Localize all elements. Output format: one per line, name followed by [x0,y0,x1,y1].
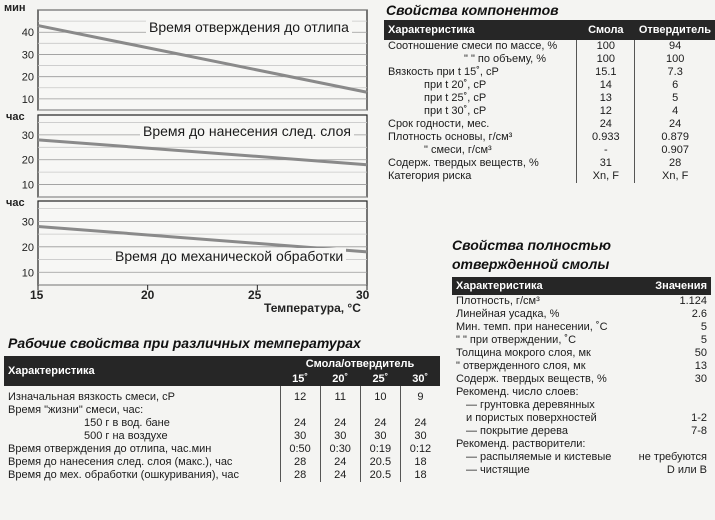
chart1-y-unit: мин [4,2,26,14]
components-row-resin: 0.933 [577,131,635,144]
cured-header-values: Значения [629,277,712,295]
working-row-value: 18 [400,469,440,482]
working-row-value [360,404,400,417]
components-header-resin: Смола [577,20,635,40]
x-axis-label: Температура, °C [264,301,361,315]
working-row-label: 500 г на воздухе [84,430,168,442]
working-header-temp-20: 20˚ [320,371,360,386]
cured-row-label: Толщина мокрого слоя, мк [456,347,591,359]
working-row-value: 12 [280,386,320,404]
cured-row-label: " " при отверждении, ˚С [456,334,577,346]
components-row-hardener: 5 [635,92,715,105]
cured-row [452,373,711,386]
chart3-y-unit: час [6,197,25,209]
cured-title [452,236,611,274]
components-row [384,105,715,118]
cured-row [452,347,711,360]
cured-row-value: 1.124 [679,295,707,307]
components-row-hardener: 4 [635,105,715,118]
chart1-y-tick: 40 [21,27,34,40]
cured-row-label: — чистящие [466,464,530,476]
components-row [384,170,715,183]
cured-row [452,399,711,412]
cured-row-value [629,386,712,399]
cured-row-label: — распыляемые и кистевые [466,451,612,463]
cured-row [452,438,711,451]
working-row-value: 30 [360,430,400,443]
chart1-y-tick: 10 [21,93,34,106]
components-row-label: Вязкость при t 15˚, cP [388,66,499,78]
working-row-value: 30 [400,430,440,443]
working-row-value: 0:50 [280,443,320,456]
x-tick-25: 25 [248,288,262,302]
chart3-title: Время до механической обработки [112,248,346,264]
working-row [4,443,440,456]
working-header-temp-15: 15˚ [280,371,320,386]
working-row [4,417,440,430]
components-row-hardener: 0.879 [635,131,715,144]
cured-row-label: Плотность, г/см³ [456,295,540,307]
chart3-y-tick: 20 [21,241,34,254]
cured-row [452,295,711,308]
working-row-value: 24 [280,417,320,430]
cured-row-value: D или В [666,464,707,476]
cured-row [452,321,711,334]
working-row [4,404,440,417]
working-row [4,430,440,443]
components-row-hardener: 6 [635,79,715,92]
cured-row [452,425,711,438]
x-tick-30: 30 [356,288,370,302]
cured-row [452,360,711,373]
components-row [384,40,715,53]
working-table [4,356,440,482]
components-row [384,92,715,105]
components-row-resin: 100 [577,53,635,66]
cured-row-label: и пористых поверхностей [466,412,597,424]
chart1-y-tick: 30 [21,49,34,62]
working-row-value: 10 [360,386,400,404]
cured-row [452,386,711,399]
cured-row-value: 50 [694,347,707,359]
components-row-label: при t 30˚, cP [424,105,487,117]
cured-row-label: Содерж. твердых веществ, % [456,373,607,385]
cured-row [452,451,711,464]
cured-row-value: 13 [694,360,707,372]
components-row [384,66,715,79]
cured-row-value: 7-8 [691,425,707,437]
working-row [4,456,440,469]
cured-row-value [629,399,712,412]
cured-row-label: Рекоменд. число слоев: [456,386,579,398]
chart2-y-tick: 10 [21,179,34,192]
working-row-label: Время до нанесения след. слоя (макс.), час [8,456,233,468]
components-row [384,53,715,66]
chart3-y-tick: 10 [21,267,34,280]
components-table [384,20,715,183]
working-row-value: 0:19 [360,443,400,456]
working-row [4,469,440,482]
cured-row [452,308,711,321]
components-table-body [384,40,715,183]
components-row-hardener: Xn, F [635,170,715,183]
components-row-label: Соотношение смеси по массе, % [388,40,558,52]
cured-row-value [629,438,712,451]
cured-row-label: " отвержденного слоя, мк [456,360,586,372]
working-header-temp-30: 30˚ [400,371,440,386]
working-row-value: 11 [320,386,360,404]
x-tick-15: 15 [30,288,44,302]
components-row-hardener: 7.3 [635,66,715,79]
cured-row-value: не требуются [638,451,707,463]
components-row-label: Категория риска [388,170,472,182]
working-title: Рабочие свойства при различных температурах [8,335,361,351]
components-row-label: Срок годности, мес. [388,118,490,130]
components-row-resin: - [577,144,635,157]
components-row-label: " смеси, г/см³ [424,144,492,156]
cured-row-label: Линейная усадка, % [456,308,560,320]
cured-table-body [452,295,711,477]
components-row-resin: 14 [577,79,635,92]
components-header-hardener: Отвердитель [635,20,715,40]
working-row-value: 30 [320,430,360,443]
components-row-resin: 13 [577,92,635,105]
x-tick-20: 20 [141,288,155,302]
cured-row [452,334,711,347]
components-row-label: при t 20˚, cP [424,79,487,91]
cured-header-characteristic: Характеристика [452,277,629,295]
working-row-value: 20.5 [360,456,400,469]
components-header-characteristic: Характеристика [384,20,577,40]
working-row-value: 0:30 [320,443,360,456]
components-row-resin: 15.1 [577,66,635,79]
components-row [384,118,715,131]
working-row-value: 0:12 [400,443,440,456]
working-row-value [320,404,360,417]
working-row-value [280,404,320,417]
components-row-label: Содерж. твердых веществ, % [388,157,539,169]
working-row-value: 28 [280,456,320,469]
working-row-label: Время отверждения до отлипа, час.мин [8,443,212,455]
working-row-value: 24 [320,417,360,430]
cured-title-line2: отвержденной смолы [452,256,610,272]
cured-row-label: — грунтовка деревянных [466,399,595,411]
components-row [384,131,715,144]
chart2-y-unit: час [6,111,25,123]
cured-row [452,464,711,477]
components-row-label: при t 25˚, cP [424,92,487,104]
cured-row-label: Рекоменд. растворители: [456,438,586,450]
working-row-label: Время до мех. обработки (ошкуривания), час [8,469,239,481]
working-row [4,386,440,404]
components-row-hardener: 94 [635,40,715,53]
components-row-label: Плотность основы, г/см³ [388,131,513,143]
components-row-hardener: 0.907 [635,144,715,157]
chart2-y-tick: 20 [21,154,34,167]
cured-row-value: 2.6 [691,308,707,320]
working-row-value: 30 [280,430,320,443]
components-row-resin: 31 [577,157,635,170]
chart2-y-tick: 30 [21,129,34,142]
components-row-resin: 12 [577,105,635,118]
components-row [384,157,715,170]
working-row-value: 24 [320,456,360,469]
cured-row-value: 1-2 [691,412,707,424]
cured-row-value: 5 [700,321,707,333]
cured-table [452,277,711,477]
working-header-characteristic: Характеристика [4,356,280,386]
chart3-y-tick: 30 [21,216,34,229]
cured-row-value: 30 [694,373,707,385]
working-row-value [400,404,440,417]
cured-row-value: 5 [700,334,707,346]
components-row-resin: 24 [577,118,635,131]
working-row-label: Изначальная вязкость смеси, cP [8,391,175,403]
working-row-value: 24 [320,469,360,482]
working-row-value: 24 [400,417,440,430]
working-row-label: 150 г в вод. бане [84,417,170,429]
cured-title-line1: Свойства полностью [452,237,611,253]
working-row-label: Время "жизни" смеси, час: [8,404,144,416]
chart1-y-tick: 20 [21,71,34,84]
components-row-resin: 100 [577,40,635,53]
components-row-hardener: 100 [635,53,715,66]
working-row-value: 18 [400,456,440,469]
components-row-hardener: 28 [635,157,715,170]
working-header-temp-25: 25˚ [360,371,400,386]
cured-row-label: Мин. темп. при нанесении, ˚С [456,321,608,333]
cured-row [452,412,711,425]
working-header-group: Смола/отвердитель [280,356,440,371]
components-row [384,144,715,157]
chart2-title: Время до нанесения след. слоя [140,123,354,139]
working-row-value: 20.5 [360,469,400,482]
cured-row-label: — покрытие дерева [466,425,568,437]
chart1-title: Время отверждения до отлипа [146,19,352,35]
working-row-value: 9 [400,386,440,404]
components-row-hardener: 24 [635,118,715,131]
components-row [384,79,715,92]
components-row-resin: Xn, F [577,170,635,183]
components-row-label: " " по объему, % [464,53,547,65]
working-row-value: 24 [360,417,400,430]
temperature-charts [0,0,380,315]
components-title: Свойства компонентов [386,2,559,18]
working-table-body [4,386,440,482]
working-row-value: 28 [280,469,320,482]
